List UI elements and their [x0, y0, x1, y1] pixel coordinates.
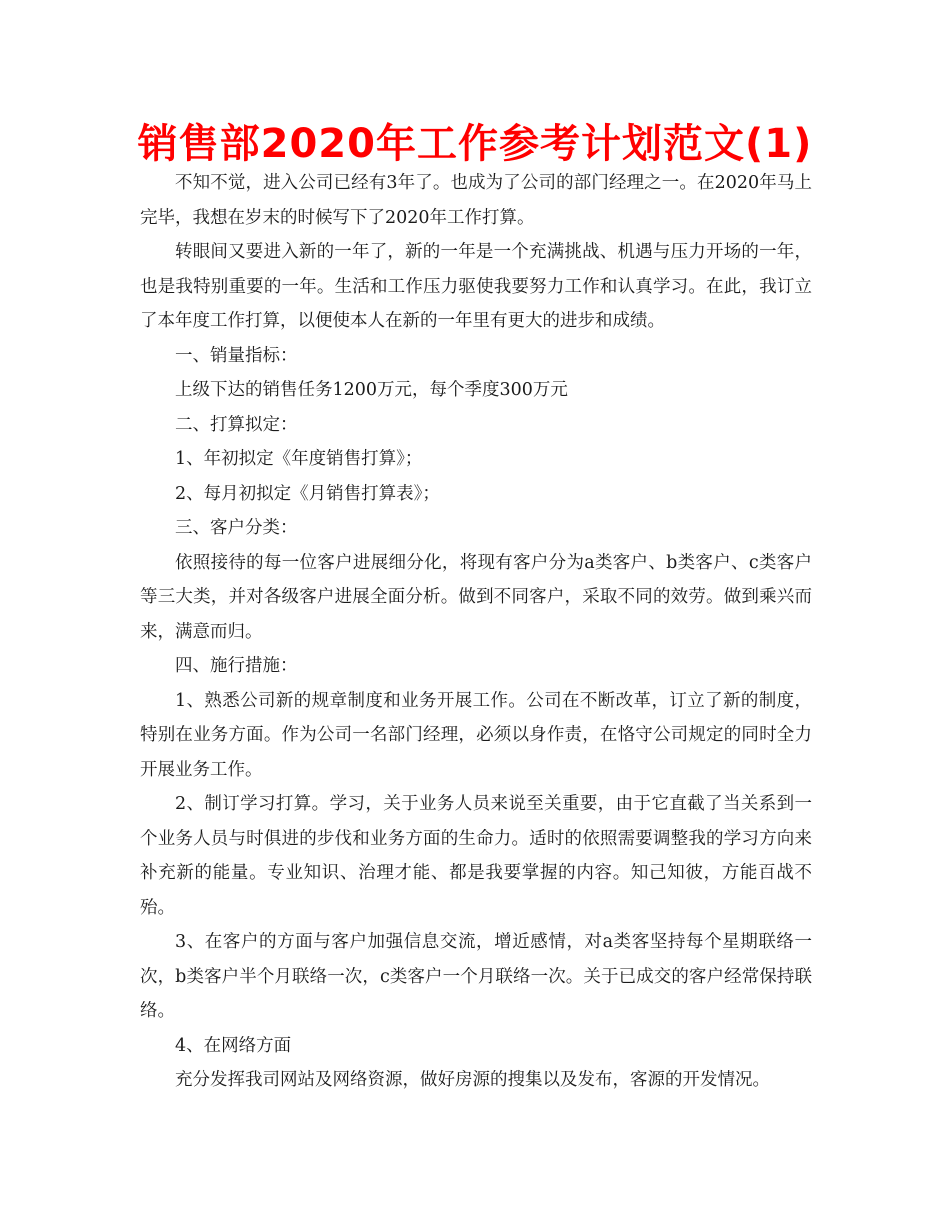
- list-item: 1、年初拟定《年度销售打算》；: [175, 449, 423, 469]
- section-heading: 四、施行措施：: [175, 656, 298, 676]
- paragraph: 依照接待的每一位客户进展细分化，将现有客户分为a类客户、b类客户、c类客户等三大类，并对各级客户进展全面分析。做到不同客户，采取不同的效劳。做到乘兴而来，满意而归。: [140, 552, 812, 642]
- list-item: 3、在客户的方面与客户加强信息交流，增近感情，对a类客坚持每个星期联络一次，b类客户半个月联络一次，c类客户一个月联络一次。关于已成交的客户经常保持联络。: [140, 932, 812, 1021]
- list-item: 1、熟悉公司新的规章制度和业务开展工作。公司在不断改革，订立了新的制度，特别在业务方面。作为公司一名部门经理，必须以身作责，在恪守公司规定的同时全力开展业务工作。: [140, 690, 812, 780]
- section-heading: 三、客户分类：: [175, 518, 298, 538]
- list-item: 4、在网络方面: [175, 1035, 292, 1056]
- paragraph: 转眼间又要进入新的一年了，新的一年是一个充满挑战、机遇与压力开场的一年，也是我特别重要的一年。生活和工作压力驱使我要努力工作和认真学习。在此，我订立了本年度工作打算，以便使本人在新的一年里有更大的进步和成绩。: [140, 242, 812, 331]
- section-heading: 二、打算拟定：: [175, 414, 298, 435]
- section-heading: 一、销量指标：: [175, 345, 298, 366]
- document-body: [140, 166, 812, 1098]
- document-title: 销售部2020年工作参考计划范文(1): [137, 121, 813, 167]
- paragraph: 上级下达的销售任务1200万元，每个季度300万元: [175, 380, 568, 400]
- paragraph: 不知不觉，进入公司已经有3年了。也成为了公司的部门经理之一。在2020年马上完毕，我想在岁末的时候写下了2020年工作打算。: [140, 173, 812, 228]
- list-item: 2、每月初拟定《月销售打算表》；: [175, 483, 440, 504]
- list-item: 2、制订学习打算。学习，关于业务人员来说至关重要，由于它直截了当关系到一个业务人员与时俱进的步伐和业务方面的生命力。适时的依照需要调整我的学习方向来补充新的能量。专业知识、治理才能、都是我要掌握的内容。知己知彼，方能百战不殆。: [140, 794, 812, 918]
- paragraph: 充分发挥我司网站及网络资源，做好房源的搜集以及发布，客源的开发情况。: [175, 1070, 770, 1090]
